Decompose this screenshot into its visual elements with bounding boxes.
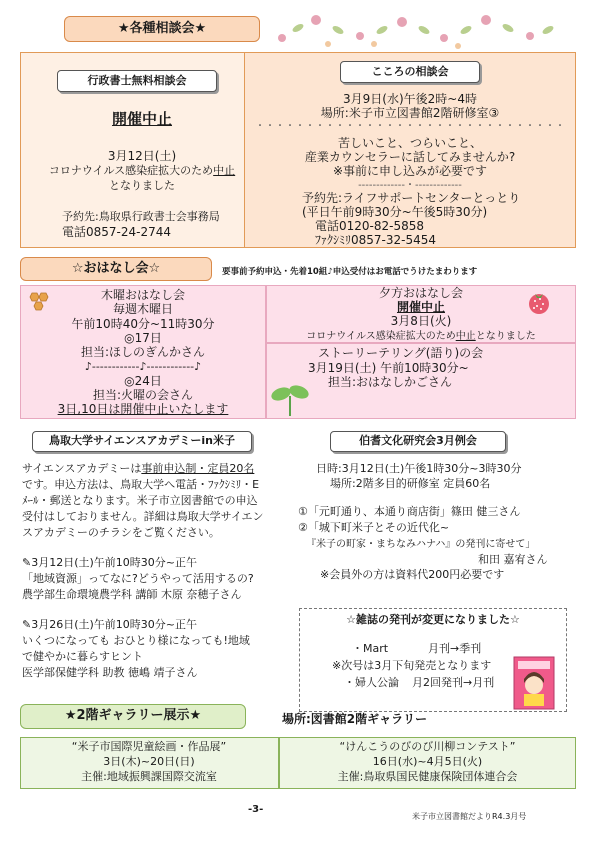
- science-e1-who: 農学部生命環境農学科 講師 木原 奈穂子さん: [22, 588, 242, 601]
- science-e2-title1: いくつになっても おひとり様になっても!地域: [22, 634, 250, 647]
- gallery-right-org: 主催:鳥取県国民健康保険団体連合会: [337, 770, 518, 783]
- kokoro-date: 3月9日(水)午後2時~4時: [343, 92, 477, 106]
- mokuyo-t24: 担当:火曜の会さん: [92, 388, 194, 402]
- gallery-left-org: 主催:地域振興課国際交流室: [81, 770, 217, 783]
- yugata-reason-post: となりました: [475, 331, 536, 342]
- magazine-l2: ※次号は3月下旬発売となります: [332, 659, 492, 672]
- science-p3: ﾒｰﾙ・郵送となります。米子市立図書館での申込: [22, 494, 258, 507]
- hakuki-heading: 伯耆文化研究会3月例会: [330, 431, 506, 452]
- yugata-reason-cancel: 中止: [455, 331, 476, 342]
- science-heading: 鳥取大学サイエンスアカデミーin米子: [32, 431, 252, 452]
- hakuki-fee: ※会員外の方は資料代200円必要です: [320, 568, 505, 581]
- hakuki-t2b: 『米子の町家・まちなみハナハ』の発刊に寄せて」: [306, 539, 536, 550]
- mokuyo-title: 木曜おはなし会: [100, 288, 185, 302]
- gyosei-reason-text: コロナウイルス感染症拡大のため: [48, 164, 214, 177]
- kokoro-contact2: (平日午前9時30分~午後5時30分): [302, 205, 488, 219]
- gallery-heading: ★2階ギャラリー展示★: [20, 704, 246, 729]
- magazine-l3b: 月2回発刊→月刊: [412, 676, 495, 689]
- yugata-reason: [266, 330, 576, 343]
- hakuki-place: 場所:2階多目的研修室 定員60名: [330, 477, 491, 490]
- gallery-left-date: 3日(木)~20日(日): [103, 755, 195, 768]
- kokoro-msg1: 苦しいこと、つらいこと、: [337, 136, 482, 150]
- mokuyo-cancel: 3日,10日は開催中止いたします: [57, 402, 229, 416]
- kokoro-contact3: 電話0120-82-5858: [315, 219, 425, 233]
- ohanashi-heading: ☆おはなし会☆: [20, 257, 212, 281]
- mokuyo-time: 午前10時40分~11時30分: [71, 317, 215, 331]
- kokoro-msg2: 産業カウンセラーに話してみませんか?: [304, 150, 516, 164]
- ohanashi-note: 要事前予約申込・先着10組♪申込受付はお電話でうけたまわります: [222, 267, 478, 277]
- science-e1-date: ✎3月12日(土)午前10時30分~正午: [22, 556, 198, 569]
- gyosei-status: 開催中止: [111, 110, 172, 128]
- mokuyo-t17: 担当:ほしのぎんかさん: [80, 345, 206, 359]
- kokoro-place: 場所:米子市立図書館2階研修室③: [320, 106, 500, 120]
- gallery-place: 場所:図書館2階ギャラリー: [282, 712, 428, 726]
- gyosei-date: 3月12日(土): [107, 149, 177, 163]
- gyosei-contact: 予約先:鳥取県行政書士会事務局: [62, 210, 220, 223]
- science-p1: [22, 462, 254, 476]
- page-number: -3-: [248, 804, 264, 815]
- kokoro-contact1: 予約先:ライフサポートセンターとっとり: [302, 191, 521, 205]
- science-p2: です。申込方法は、鳥取大学へ電話・ﾌｧｸｼﾐﾘ・E: [22, 478, 260, 491]
- magazine-l1b: 月刊→季刊: [428, 642, 482, 655]
- footer-source: 米子市立図書館だよりR4.3月号: [412, 812, 527, 821]
- science-p4: 受付はしておりません。詳細は鳥取大学サイエン: [22, 510, 264, 523]
- gyosei-reason-cancel: 中止: [213, 164, 236, 177]
- hakuki-date: 日時:3月12日(土)午後1時30分~3時30分: [316, 462, 522, 475]
- hakuki-t1: ①「元町通り、本通り商店街」篠田 健三さん: [298, 505, 521, 518]
- hakuki-t2a: ②「城下町米子とその近代化~: [298, 521, 450, 534]
- yugata-reason-text: コロナウイルス感染症拡大のため: [306, 331, 456, 342]
- science-p5: スアカデミーのチラシをご覧ください。: [22, 526, 220, 539]
- magazine-l1a: ・Mart: [352, 642, 389, 655]
- magazine-title: ☆雑誌の発刊が変更になりました☆: [346, 613, 520, 626]
- yugata-date: 3月8日(火): [390, 314, 452, 328]
- kokoro-sep2: -------------・-------------: [358, 180, 462, 191]
- mokuyo-wave: ♪------------♪------------♪: [84, 360, 202, 373]
- gyosei-reason: [20, 164, 264, 178]
- mokuyo-sub: 毎週木曜日: [112, 302, 173, 316]
- gallery-right-title: “けんこうのびのび川柳コンテスト”: [339, 740, 516, 753]
- magazine-cover-icon: [512, 655, 556, 711]
- science-e2-title2: で健やかに暮らすヒント: [22, 650, 143, 663]
- science-p1-highlight: 事前申込制・定員20名: [141, 462, 255, 475]
- gallery-left-title: “米子市国際児童絵画・作品展”: [71, 740, 227, 753]
- sprout-icon: [268, 378, 312, 418]
- science-p1-text: サイエンスアカデミーは: [22, 462, 142, 475]
- magazine-l3a: ・婦人公論: [344, 676, 399, 689]
- yugata-status: 開催中止: [396, 300, 445, 314]
- kokoro-msg3: ※事前に申し込みが必要です: [332, 164, 488, 178]
- yugata-title: 夕方おはなし会: [378, 286, 463, 300]
- science-e2-date: ✎3月26日(土)午前10時30分~正午: [22, 618, 198, 631]
- story-tanto: 担当:おはなしかごさん: [328, 375, 453, 389]
- science-e1-title: 「地域資源」ってなに?どうやって活用するの?: [22, 572, 254, 585]
- kokoro-sep1: ・・・・・・・・・・・・・・・・・・・・・・・・・・・・・・・: [255, 121, 565, 132]
- gallery-right-date: 16日(水)~4月5日(火): [372, 755, 483, 768]
- gyosei-reason-line2: となりました: [109, 179, 175, 192]
- story-title: ストーリーテリング(語り)の会: [318, 346, 484, 360]
- mokuyo-d17: ◎17日: [124, 331, 162, 345]
- consult-heading: ★各種相談会★: [64, 16, 260, 42]
- mokuyo-d24: ◎24日: [124, 374, 162, 388]
- gyosei-tel: 電話0857-24-2744: [62, 225, 172, 239]
- kokoro-contact4: ﾌｧｸｼﾐﾘ0857-32-5454: [315, 233, 437, 247]
- hakuki-t2c: 和田 嘉宥さん: [478, 553, 548, 566]
- gyosei-title: 行政書士無料相談会: [57, 70, 217, 92]
- floral-decoration: [262, 8, 562, 52]
- kokoro-title: こころの相談会: [340, 61, 480, 83]
- story-date: 3月19日(土) 午前10時30分~: [308, 361, 469, 375]
- science-e2-who: 医学部保健学科 助教 徳嶋 靖子さん: [22, 666, 198, 679]
